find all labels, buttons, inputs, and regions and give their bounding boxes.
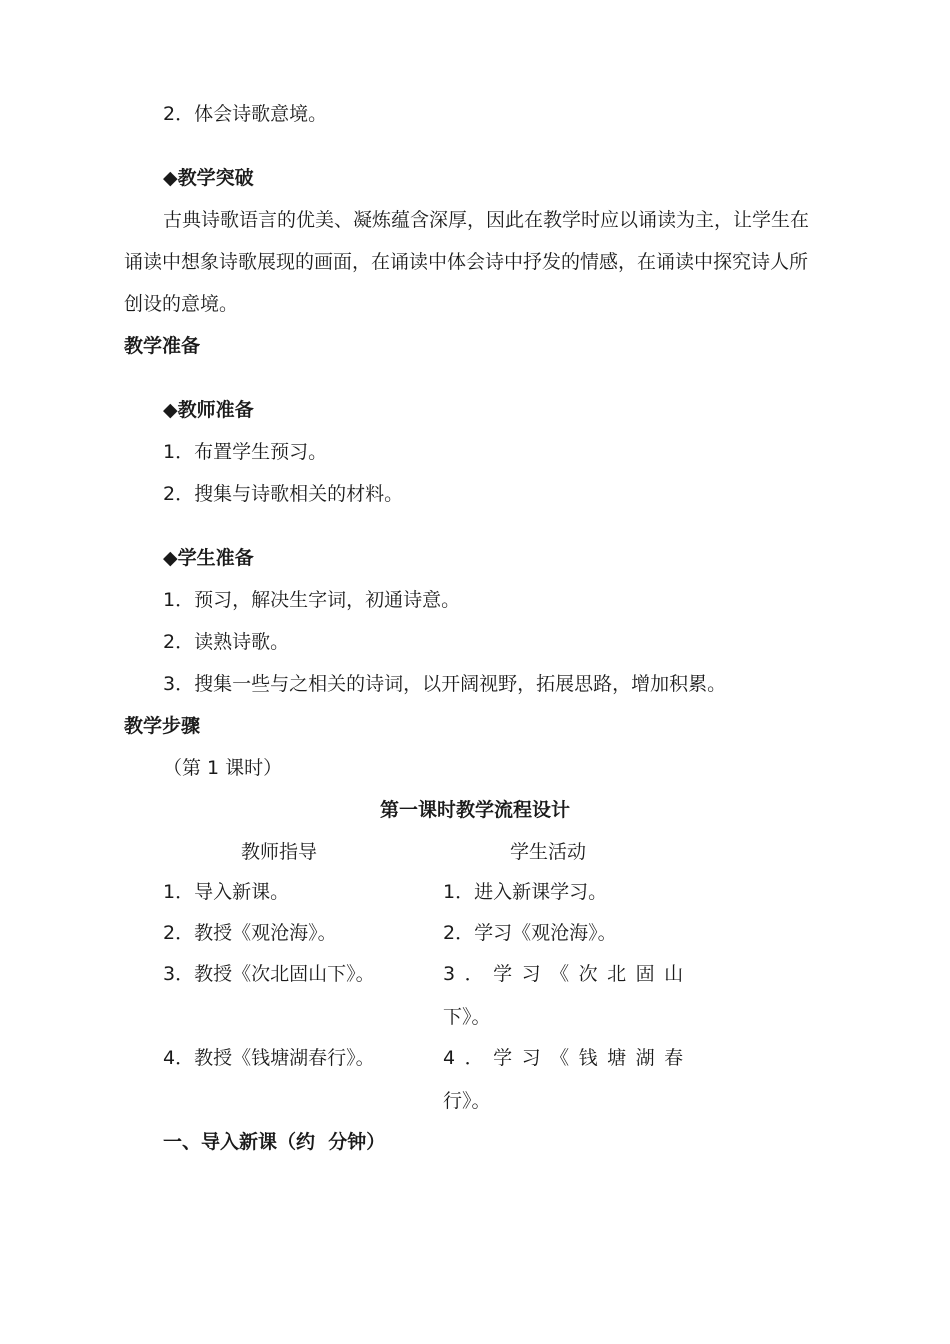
objective-item-2: 2．体会诗歌意境。 bbox=[163, 103, 328, 125]
table-header-teacher: 教师指导 bbox=[241, 841, 318, 863]
table-header-student: 学生活动 bbox=[510, 841, 587, 863]
heading-section-one-intro: 一、导入新课（约 分钟） bbox=[163, 1131, 386, 1153]
table-student-cell: 3．学习《次北固山 bbox=[443, 963, 693, 985]
lesson-period-label: （第 1 课时） bbox=[163, 757, 283, 779]
table-teacher-cell: 4．教授《钱塘湖春行》。 bbox=[163, 1047, 375, 1069]
section-heading-student-prep: ◆学生准备 bbox=[163, 547, 254, 569]
paragraph-line-3: 创设的意境。 bbox=[124, 293, 239, 315]
table-student-cell-continuation: 行》。 bbox=[443, 1090, 491, 1112]
teacher-prep-item-1: 1．布置学生预习。 bbox=[163, 441, 328, 463]
teacher-prep-item-2: 2．搜集与诗歌相关的材料。 bbox=[163, 483, 404, 505]
table-teacher-cell: 1．导入新课。 bbox=[163, 881, 290, 903]
paragraph-line-2: 诵读中想象诗歌展现的画面，在诵读中体会诗中抒发的情感，在诵读中探究诗人所 bbox=[124, 251, 809, 273]
flow-design-title: 第一课时教学流程设计 bbox=[379, 799, 570, 821]
paragraph-line-1: 古典诗歌语言的优美、凝炼蕴含深厚，因此在教学时应以诵读为主，让学生在 bbox=[163, 209, 810, 231]
student-prep-item-3: 3．搜集一些与之相关的诗词，以开阔视野，拓展思路，增加积累。 bbox=[163, 673, 727, 695]
section-heading-teaching-breakthrough: ◆教学突破 bbox=[163, 167, 254, 189]
table-student-cell: 2．学习《观沧海》。 bbox=[443, 922, 617, 944]
table-student-cell: 1．进入新课学习。 bbox=[443, 881, 608, 903]
heading-teaching-steps: 教学步骤 bbox=[124, 715, 201, 737]
table-teacher-cell: 3．教授《次北固山下》。 bbox=[163, 963, 375, 985]
table-student-cell: 4．学习《钱塘湖春 bbox=[443, 1047, 693, 1069]
table-student-cell-continuation: 下》。 bbox=[443, 1006, 491, 1028]
student-prep-item-1: 1．预习，解决生字词，初通诗意。 bbox=[163, 589, 461, 611]
heading-teaching-preparation: 教学准备 bbox=[124, 335, 201, 357]
student-prep-item-2: 2．读熟诗歌。 bbox=[163, 631, 290, 653]
table-teacher-cell: 2．教授《观沧海》。 bbox=[163, 922, 337, 944]
section-heading-teacher-prep: ◆教师准备 bbox=[163, 399, 254, 421]
